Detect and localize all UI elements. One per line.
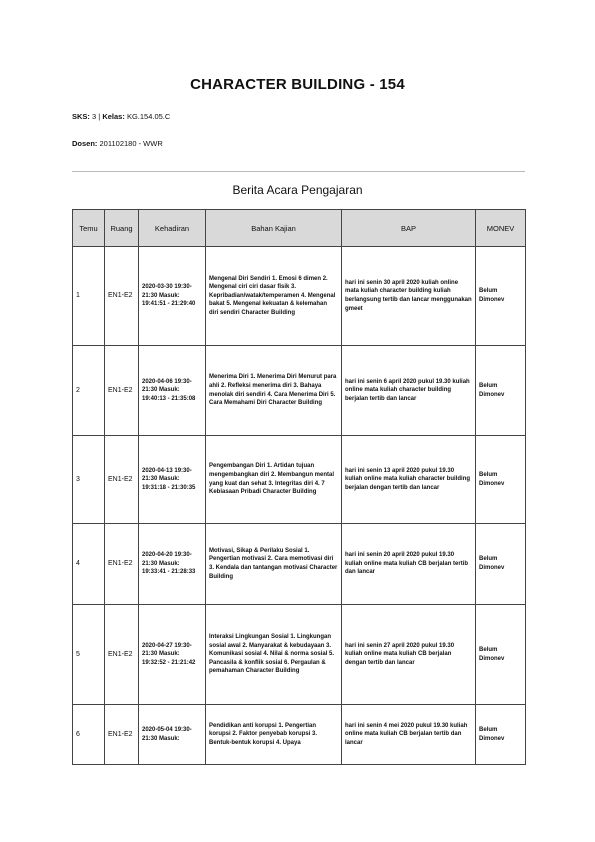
- cell-temu: 1: [73, 247, 105, 346]
- page-title: CHARACTER BUILDING - 154: [190, 76, 405, 93]
- lecturer-meta: [72, 139, 163, 148]
- table-row: [73, 524, 526, 605]
- kelas-value: KG.154.05.C: [126, 112, 171, 121]
- cell-monev: Belum Dimonev: [476, 436, 526, 524]
- cell-kehadiran: 2020-04-27 19:30-21:30 Masuk: 19:32:52 - 21:21:42: [139, 605, 206, 705]
- cell-temu: 5: [73, 605, 105, 705]
- cell-monev: Belum Dimonev: [476, 605, 526, 705]
- cell-temu: 3: [73, 436, 105, 524]
- cell-bap: hari ini senin 4 mei 2020 pukul 19.30 kuliah online mata kuliah CB berjalan tertib dan lancar: [342, 705, 476, 765]
- teaching-report-table: [72, 209, 526, 765]
- cell-kehadiran: 2020-04-20 19:30-21:30 Masuk: 19:33:41 - 21:28:33: [139, 524, 206, 605]
- cell-bap: hari ini senin 27 april 2020 pukul 19.30 kuliah online mata kuliah CB berjalan dengan tertib dan lancar: [342, 605, 476, 705]
- cell-kehadiran: 2020-05-04 19:30-21:30 Masuk:: [139, 705, 206, 765]
- table-row: [73, 705, 526, 765]
- table-row: [73, 247, 526, 346]
- cell-monev: Belum Dimonev: [476, 247, 526, 346]
- cell-bahan-kajian: Pendidikan anti korupsi 1. Pengertian korupsi 2. Faktor penyebab korupsi 3. Bentuk-bentuk korupsi 4. Upaya: [206, 705, 342, 765]
- header-bap: BAP: [342, 210, 476, 247]
- table-row: [73, 346, 526, 436]
- cell-monev: Belum Dimonev: [476, 346, 526, 436]
- divider: [72, 171, 525, 172]
- header-ruang: Ruang: [105, 210, 139, 247]
- header-monev: MONEV: [476, 210, 526, 247]
- cell-temu: 4: [73, 524, 105, 605]
- cell-ruang: EN1-E2: [105, 524, 139, 605]
- course-meta: [72, 112, 170, 121]
- dosen-label: Dosen:: [72, 139, 98, 148]
- dosen-value: 201102180 - WWR: [99, 139, 163, 148]
- cell-ruang: EN1-E2: [105, 605, 139, 705]
- sks-label: SKS:: [72, 112, 90, 121]
- sks-value: 3: [92, 112, 97, 121]
- cell-kehadiran: 2020-04-13 19:30-21:30 Masuk: 19:31:18 - 21:30:35: [139, 436, 206, 524]
- cell-temu: 2: [73, 346, 105, 436]
- cell-bahan-kajian: Mengenal Diri Sendiri 1. Emosi 6 dimen 2. Mengenal ciri ciri dasar fisik 3. Kepribadian/watak/temperamen 4. Mengenal bakat 5. Mengenal kekuatan & kelemahan diri sendiri Character Building: [206, 247, 342, 346]
- cell-bap: hari ini senin 20 april 2020 pukul 19.30 kuliah online mata kuliah CB berjalan tertib dan lancar: [342, 524, 476, 605]
- section-title: Berita Acara Pengajaran: [232, 183, 363, 197]
- kelas-label: Kelas:: [102, 112, 125, 121]
- header-temu: Temu: [73, 210, 105, 247]
- table-row: [73, 436, 526, 524]
- cell-kehadiran: 2020-03-30 19:30-21:30 Masuk: 19:41:51 - 21:29:40: [139, 247, 206, 346]
- header-bahan-kajian: Bahan Kajian: [206, 210, 342, 247]
- cell-bahan-kajian: Pengembangan Diri 1. Artidan tujuan mengembangkan diri 2. Membangun mental yang kuat dan sehat 3. Integritas diri 4. 7 Kebiasaan Pribadi Character Building: [206, 436, 342, 524]
- cell-bap: hari ini senin 30 april 2020 kuliah online mata kuliah character building kuliah berlangsung tertib dan lancar menggunakan gmeet: [342, 247, 476, 346]
- table-row: [73, 605, 526, 705]
- cell-temu: 6: [73, 705, 105, 765]
- table-header-row: [73, 210, 526, 247]
- meta-separator: |: [98, 112, 101, 121]
- cell-bahan-kajian: Menerima Diri 1. Menerima Diri Menurut para ahli 2. Refleksi menerima diri 3. Bahaya menolak diri sendiri 4. Cara Menerima Diri 5. Cara Memahami Diri Character Building: [206, 346, 342, 436]
- cell-kehadiran: 2020-04-06 19:30-21:30 Masuk: 19:40:13 - 21:35:08: [139, 346, 206, 436]
- cell-bap: hari ini senin 13 april 2020 pukul 19.30 kuliah online mata kuliah character building berjalan dengan tertib dan lancar: [342, 436, 476, 524]
- cell-bahan-kajian: Motivasi, Sikap & Perilaku Sosial 1. Pengertian motivasi 2. Cara memotivasi diri 3. Kendala dan tantangan motivasi Character Building: [206, 524, 342, 605]
- cell-ruang: EN1-E2: [105, 247, 139, 346]
- cell-monev: Belum Dimonev: [476, 705, 526, 765]
- cell-monev: Belum Dimonev: [476, 524, 526, 605]
- cell-bap: hari ini senin 6 april 2020 pukul 19.30 kuliah online mata kuliah character building berjalan tertib dan lancar: [342, 346, 476, 436]
- cell-ruang: EN1-E2: [105, 436, 139, 524]
- cell-ruang: EN1-E2: [105, 705, 139, 765]
- cell-ruang: EN1-E2: [105, 346, 139, 436]
- header-kehadiran: Kehadiran: [139, 210, 206, 247]
- cell-bahan-kajian: Interaksi Lingkungan Sosial 1. Lingkungan sosial awal 2. Manyarakat & kebudayaan 3. Komunikasi sosial 4. Nilai & norma sosial 5. Pancasila & konflik sosial 6. Pergaulan & pemahaman Character Building: [206, 605, 342, 705]
